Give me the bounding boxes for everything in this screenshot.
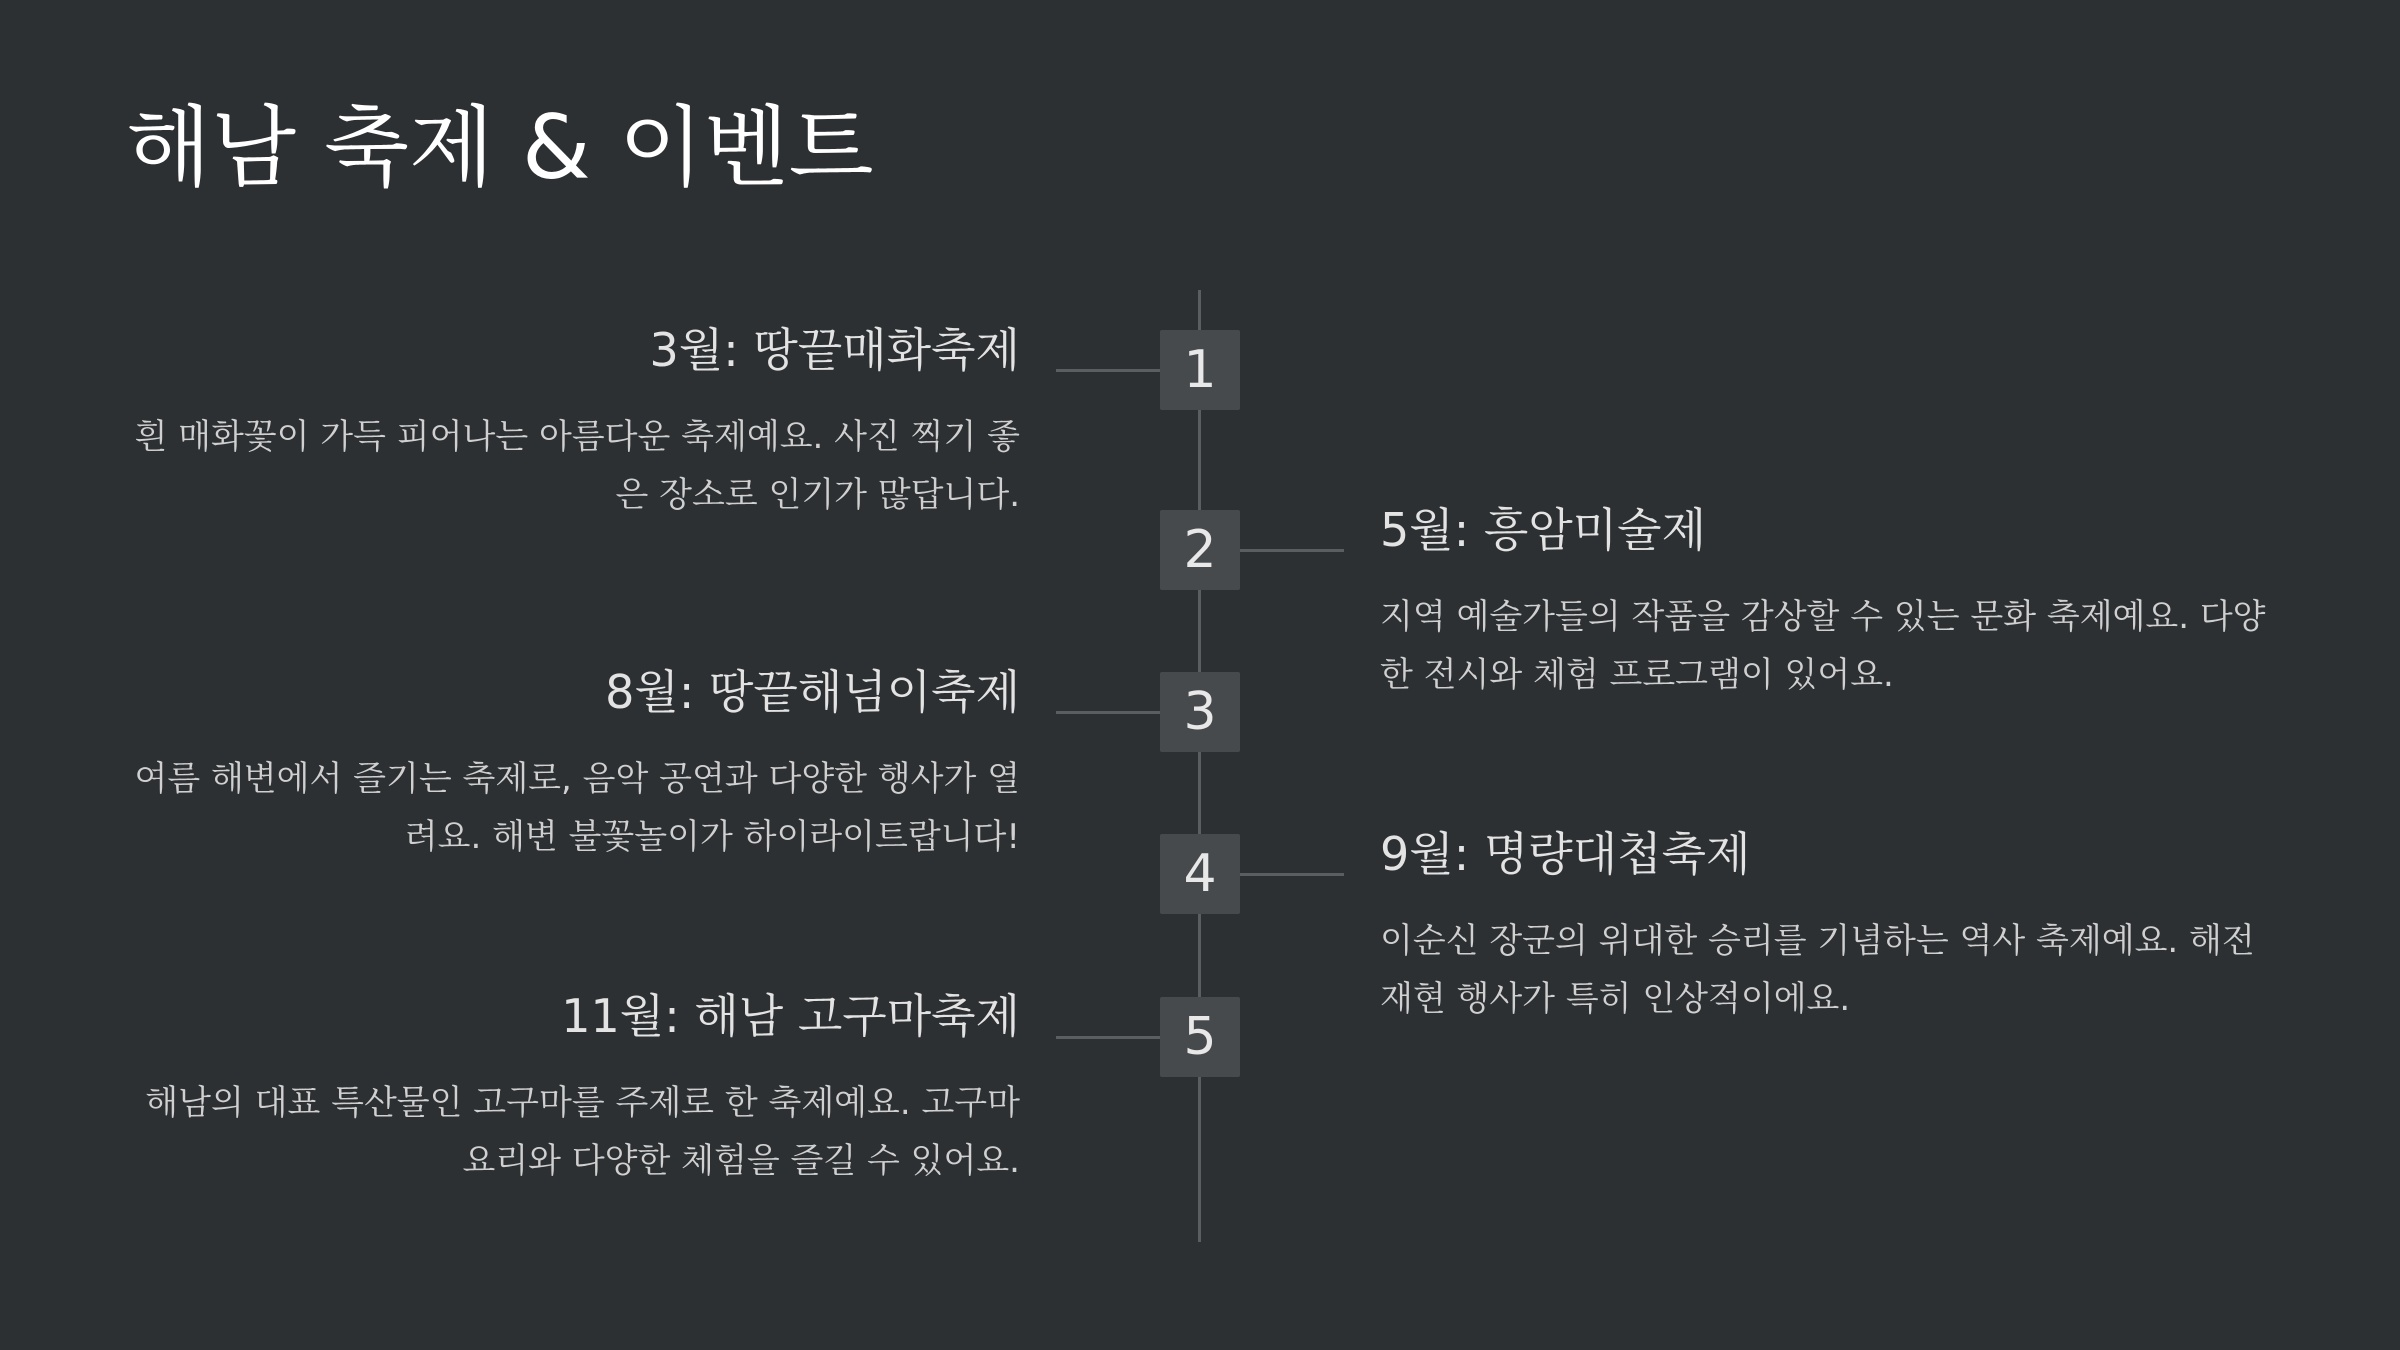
event-title: 9월: 명량대첩축제: [1380, 827, 1751, 881]
event-title: 8월: 땅끝해넘이축제: [605, 665, 1020, 719]
timeline-marker-1: 1: [1160, 330, 1240, 410]
event-description: 여름 해변에서 즐기는 축제로, 음악 공연과 다양한 행사가 열려요. 해변 불꽃놀이가 하이라이트랍니다!: [134, 758, 1020, 857]
event-title: 3월: 땅끝매화축제: [649, 323, 1020, 377]
timeline-event-2: [1380, 502, 2270, 704]
event-title: 11월: 해남 고구마축제: [561, 989, 1020, 1043]
timeline-connector: [1056, 711, 1160, 714]
timeline-marker-3: 3: [1160, 672, 1240, 752]
timeline-connector: [1240, 873, 1344, 876]
timeline-event-5: [130, 988, 1020, 1190]
timeline-connector: [1056, 1036, 1160, 1039]
timeline-connector: [1240, 549, 1344, 552]
page-title: 해남 축제 & 이벤트: [126, 96, 874, 199]
event-description: 해남의 대표 특산물인 고구마를 주제로 한 축제예요. 고구마 요리와 다양한 체험을 즐길 수 있어요.: [145, 1082, 1020, 1181]
event-description: 이순신 장군의 위대한 승리를 기념하는 역사 축제예요. 해전 재현 행사가 특히 인상적이에요.: [1380, 920, 2255, 1019]
timeline-marker-5: 5: [1160, 997, 1240, 1077]
timeline-marker-4: 4: [1160, 834, 1240, 914]
timeline-event-1: [130, 322, 1020, 524]
event-description: 지역 예술가들의 작품을 감상할 수 있는 문화 축제예요. 다양한 전시와 체험 프로그램이 있어요.: [1380, 596, 2266, 695]
event-description: 흰 매화꽃이 가득 피어나는 아름다운 축제예요. 사진 찍기 좋은 장소로 인기가 많답니다.: [134, 416, 1020, 515]
timeline-marker-2: 2: [1160, 510, 1240, 590]
timeline-event-3: [130, 664, 1020, 866]
timeline-connector: [1056, 369, 1160, 372]
event-title: 5월: 흥암미술제: [1380, 503, 1707, 557]
timeline-axis: [1198, 290, 1201, 1242]
timeline-event-4: [1380, 826, 2270, 1028]
